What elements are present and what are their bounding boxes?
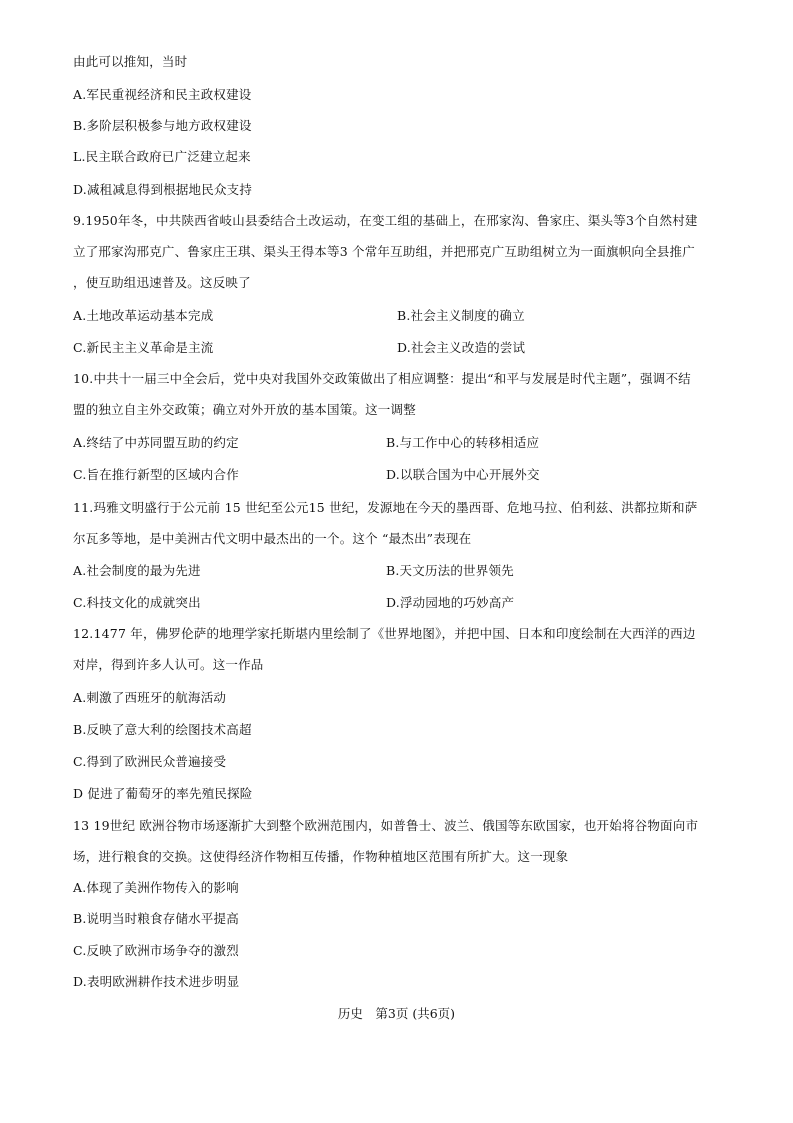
- q11-stem-line-2: 尔瓦多等地，是中美洲古代文明中最杰出的一个。这个 “最杰出”表现在: [73, 531, 472, 546]
- q13-option-c: C.反映了欧洲市场争夺的激烈: [73, 943, 239, 958]
- q9-option-d: D.社会主义改造的尝试: [397, 340, 526, 355]
- q9-option-b: B.社会主义制度的确立: [397, 308, 525, 323]
- q12-option-b: B.反映了意大利的绘图技术高超: [73, 722, 252, 737]
- q11-option-b: B.天文历法的世界领先: [386, 563, 514, 578]
- q10-option-b: B.与工作中心的转移相适应: [386, 435, 540, 450]
- q9-stem-line-2: 立了邢家沟邢克广、鲁家庄王琪、渠头王得本等3 个常年互助组，并把邢克广互助组树立为一面旗帜向全县推广: [73, 244, 695, 259]
- q13-stem-line-1: 13 19世纪 欧洲谷物市场逐渐扩大到整个欧洲范围内，如普鲁士、波兰、俄国等东欧国家，也开始将谷物面向市: [73, 818, 699, 833]
- q12-option-a: A.刺激了西班牙的航海活动: [73, 690, 227, 705]
- q9-stem-line-1: 9.1950年冬，中共陕西省岐山县委结合土改运动，在变工组的基础上，在邢家沟、鲁家庄、渠头等3个自然村建: [73, 213, 698, 228]
- q12-stem-line-1: 12.1477 年，佛罗伦萨的地理学家托斯堪内里绘制了《世界地图》，并把中国、日本和印度绘制在大西洋的西边: [73, 626, 696, 641]
- q9-option-c: C.新民主主义革命是主流: [73, 340, 214, 355]
- q8-option-d: D.减租减息得到根据地民众支持: [73, 182, 253, 197]
- q11-option-c: C.科技文化的成就突出: [73, 595, 201, 610]
- q11-option-a: A.社会制度的最为先进: [73, 563, 201, 578]
- q10-stem-line-1: 10.中共十一届三中全会后，党中央对我国外交政策做出了相应调整：提出“和平与发展是时代主题”，强调不结: [73, 371, 691, 386]
- q10-option-d: D.以联合国为中心开展外交: [386, 467, 540, 482]
- q12-option-d: D 促进了葡萄牙的率先殖民探险: [73, 786, 253, 801]
- q10-option-c: C.旨在推行新型的区域内合作: [73, 467, 239, 482]
- q8-option-c: L.民主联合政府已广泛建立起来: [73, 149, 251, 164]
- q13-option-a: A.体现了美洲作物传入的影响: [73, 880, 239, 895]
- q10-stem-line-2: 盟的独立自主外交政策；确立对外开放的基本国策。这一调整: [73, 402, 416, 417]
- q13-option-d: D.表明欧洲耕作技术进步明显: [73, 974, 240, 989]
- q11-option-d: D.浮动园地的巧妙高产: [386, 595, 515, 610]
- page-footer: 历史 第3页 (共6页): [337, 1006, 456, 1021]
- q13-option-b: B.说明当时粮食存储水平提高: [73, 911, 239, 926]
- q8-stem-tail: 由此可以推知，当时: [73, 54, 188, 69]
- q9-stem-line-3: ，使互助组迅速普及。这反映了: [73, 275, 251, 290]
- q8-option-a: A.军民重视经济和民主政权建设: [73, 87, 252, 102]
- q9-option-a: A.土地改革运动基本完成: [73, 308, 214, 323]
- q12-stem-line-2: 对岸，得到许多人认可。这一作品: [73, 657, 264, 672]
- q12-option-c: C.得到了欧洲民众普遍接受: [73, 754, 227, 769]
- q13-stem-line-2: 场，进行粮食的交换。这使得经济作物相互传播，作物种植地区范围有所扩大。这一现象: [73, 849, 569, 864]
- q10-option-a: A.终结了中苏同盟互助的约定: [73, 435, 239, 450]
- q8-option-b: B.多阶层积极参与地方政权建设: [73, 118, 252, 133]
- q11-stem-line-1: 11.玛雅文明盛行于公元前 15 世纪至公元15 世纪，发源地在今天的墨西哥、危地马拉、伯利兹、洪都拉斯和萨: [73, 500, 698, 515]
